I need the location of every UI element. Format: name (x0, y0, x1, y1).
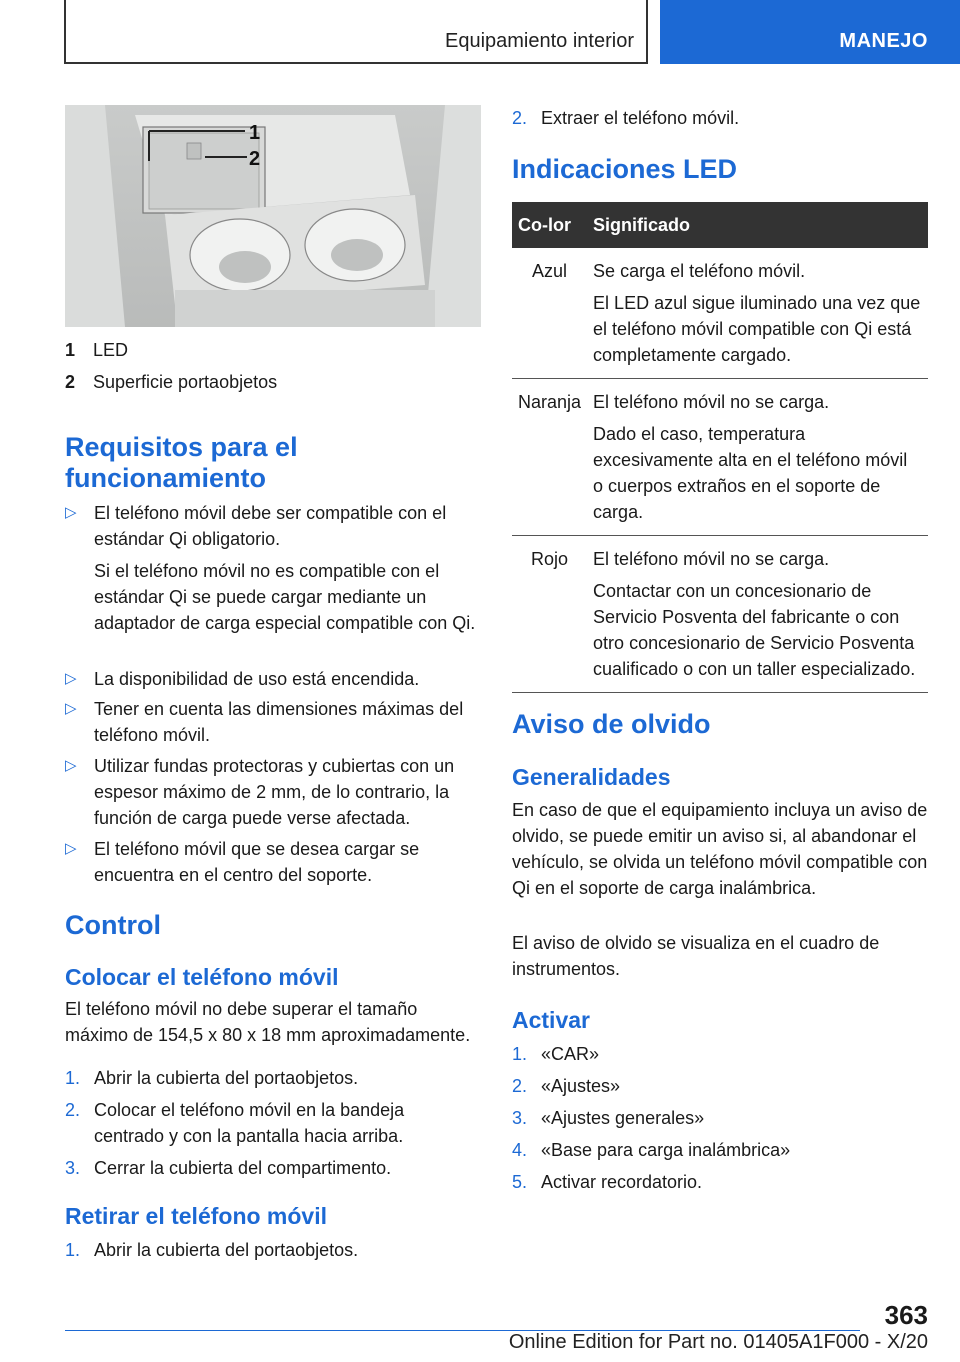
led-meaning-line: Contactar con un concesionario de Servicio Posventa del fabricante o con otro concesionario de Servicio Posventa cualificado o con un taller especializado. (593, 581, 916, 679)
header-section-title: Equipamiento interior (445, 30, 634, 52)
step-item (512, 105, 928, 131)
step-item (512, 1073, 928, 1099)
step-text: Abrir la cubierta del portaobjetos. (94, 1240, 359, 1260)
step-number: 1. (65, 1240, 81, 1260)
led-meaning-line: El LED azul sigue iluminado una vez que el teléfono móvil compatible con Qi está completamente cargado. (593, 293, 921, 365)
footer-edition: Online Edition for Part no. 01405A1F000 - X/20 (508, 1331, 928, 1353)
led-meaning-cell (587, 379, 928, 536)
triangle-bullet-icon: ▷ (65, 840, 77, 857)
callout-1: 1 (249, 122, 261, 144)
led-color-cell: Naranja (512, 379, 587, 536)
callout-2: 2 (249, 148, 261, 170)
triangle-bullet-icon: ▷ (65, 504, 77, 521)
bullet-text: La disponibilidad de uso está encendida. (94, 669, 420, 689)
table-header-meaning: Significado (587, 202, 928, 248)
step-text: Colocar el teléfono móvil en la bandeja centrado y con la pantalla hacia arriba. (94, 1100, 405, 1146)
step-item (65, 1237, 480, 1263)
step-text: Cerrar la cubierta del compartimento. (94, 1158, 392, 1178)
led-indications-table (512, 202, 928, 693)
list-item (65, 666, 480, 692)
charging-tray-illustration (65, 105, 481, 327)
table-row (512, 536, 928, 693)
led-meaning-line: Dado el caso, temperatura excesivamente alta en el teléfono móvil o cuerpos extraños en el soporte de carga. (593, 424, 908, 522)
led-color-cell: Azul (512, 248, 587, 379)
bullet-text: El teléfono móvil que se desea cargar se encuentra en el centro del soporte. (94, 839, 420, 885)
step-number: 1. (65, 1068, 81, 1088)
list-item (65, 696, 480, 748)
step-number: 5. (512, 1172, 528, 1192)
step-number: 1. (512, 1044, 528, 1064)
triangle-bullet-icon: ▷ (65, 757, 77, 774)
step-number: 4. (512, 1140, 528, 1160)
subsection-title-activar: Activar (512, 1007, 590, 1033)
led-meaning-cell (587, 248, 928, 379)
led-meaning-line: Se carga el teléfono móvil. (593, 261, 806, 281)
section-title-aviso: Aviso de olvido (512, 709, 711, 739)
list-item (65, 500, 480, 636)
step-text: «Ajustes generales» (541, 1108, 705, 1128)
section-title-requisitos: Requisitos para el funcionamiento (65, 432, 298, 493)
step-item (512, 1041, 928, 1067)
step-item (65, 1065, 480, 1091)
table-header-color: Co-lor (512, 202, 587, 248)
legend-number: 2 (65, 372, 76, 392)
step-item (65, 1097, 465, 1149)
step-text: Abrir la cubierta del portaobjetos. (94, 1068, 359, 1088)
step-text: «CAR» (541, 1044, 600, 1064)
list-item (65, 836, 480, 888)
section-title-control: Control (65, 910, 161, 940)
step-item (512, 1169, 928, 1195)
step-number: 3. (512, 1108, 528, 1128)
step-text: Activar recordatorio. (541, 1172, 703, 1192)
bullet-text: Tener en cuenta las dimensiones máximas del teléfono móvil. (94, 699, 464, 745)
table-header-row (512, 202, 928, 248)
led-meaning-line: El teléfono móvil no se carga. (593, 549, 830, 569)
step-number: 2. (512, 1076, 528, 1096)
bullet-text: Utilizar fundas protectoras y cubiertas con un espesor máximo de 2 mm, de lo contrario, la función de carga puede verse afectada. (94, 756, 455, 828)
page-number: 363 (884, 1300, 928, 1330)
step-text: «Base para carga inalámbrica» (541, 1140, 791, 1160)
subsection-title-colocar: Colocar el teléfono móvil (65, 964, 339, 990)
triangle-bullet-icon: ▷ (65, 670, 77, 687)
legend-number: 1 (65, 340, 76, 360)
table-row (512, 248, 928, 379)
bullet-text: El teléfono móvil debe ser compatible con el estándar Qi obligatorio. (94, 503, 447, 549)
step-item (65, 1155, 480, 1181)
paragraph-generalidades-1: En caso de que el equipamiento incluya un aviso de olvido, se puede emitir un aviso si, al abandonar el vehículo, se olvida un teléfono móvil compatible con Qi en el soporte de carga inalámbrica. (512, 800, 928, 898)
legend-text: Superficie portaobjetos (93, 372, 278, 392)
step-item (512, 1105, 928, 1131)
step-number: 2. (65, 1100, 81, 1120)
step-item (512, 1137, 928, 1163)
section-title-led: Indicaciones LED (512, 154, 738, 184)
table-row (512, 379, 928, 536)
header-chapter-label: MANEJO (839, 30, 928, 52)
step-text: «Ajustes» (541, 1076, 621, 1096)
paragraph-generalidades-2: El aviso de olvido se visualiza en el cuadro de instrumentos. (512, 933, 880, 979)
step-text: Extraer el teléfono móvil. (541, 108, 740, 128)
led-meaning-cell (587, 536, 928, 693)
bullet-note: Si el teléfono móvil no es compatible con el estándar Qi se puede cargar mediante un adaptador de carga especial compatible con Qi. (94, 561, 476, 633)
subsection-title-retirar: Retirar el teléfono móvil (65, 1203, 328, 1229)
triangle-bullet-icon: ▷ (65, 700, 77, 717)
list-item (65, 753, 480, 831)
paragraph-colocar-intro: El teléfono móvil no debe superar el tamaño máximo de 154,5 x 80 x 18 mm aproximadamente. (65, 999, 471, 1045)
subsection-title-generalidades: Generalidades (512, 764, 671, 790)
step-number: 3. (65, 1158, 81, 1178)
led-color-cell: Rojo (512, 536, 587, 693)
charging-tray-figure (65, 105, 481, 327)
step-number: 2. (512, 108, 528, 128)
led-meaning-line: El teléfono móvil no se carga. (593, 392, 830, 412)
header-chapter-tab (660, 0, 960, 64)
legend-text: LED (93, 340, 129, 360)
